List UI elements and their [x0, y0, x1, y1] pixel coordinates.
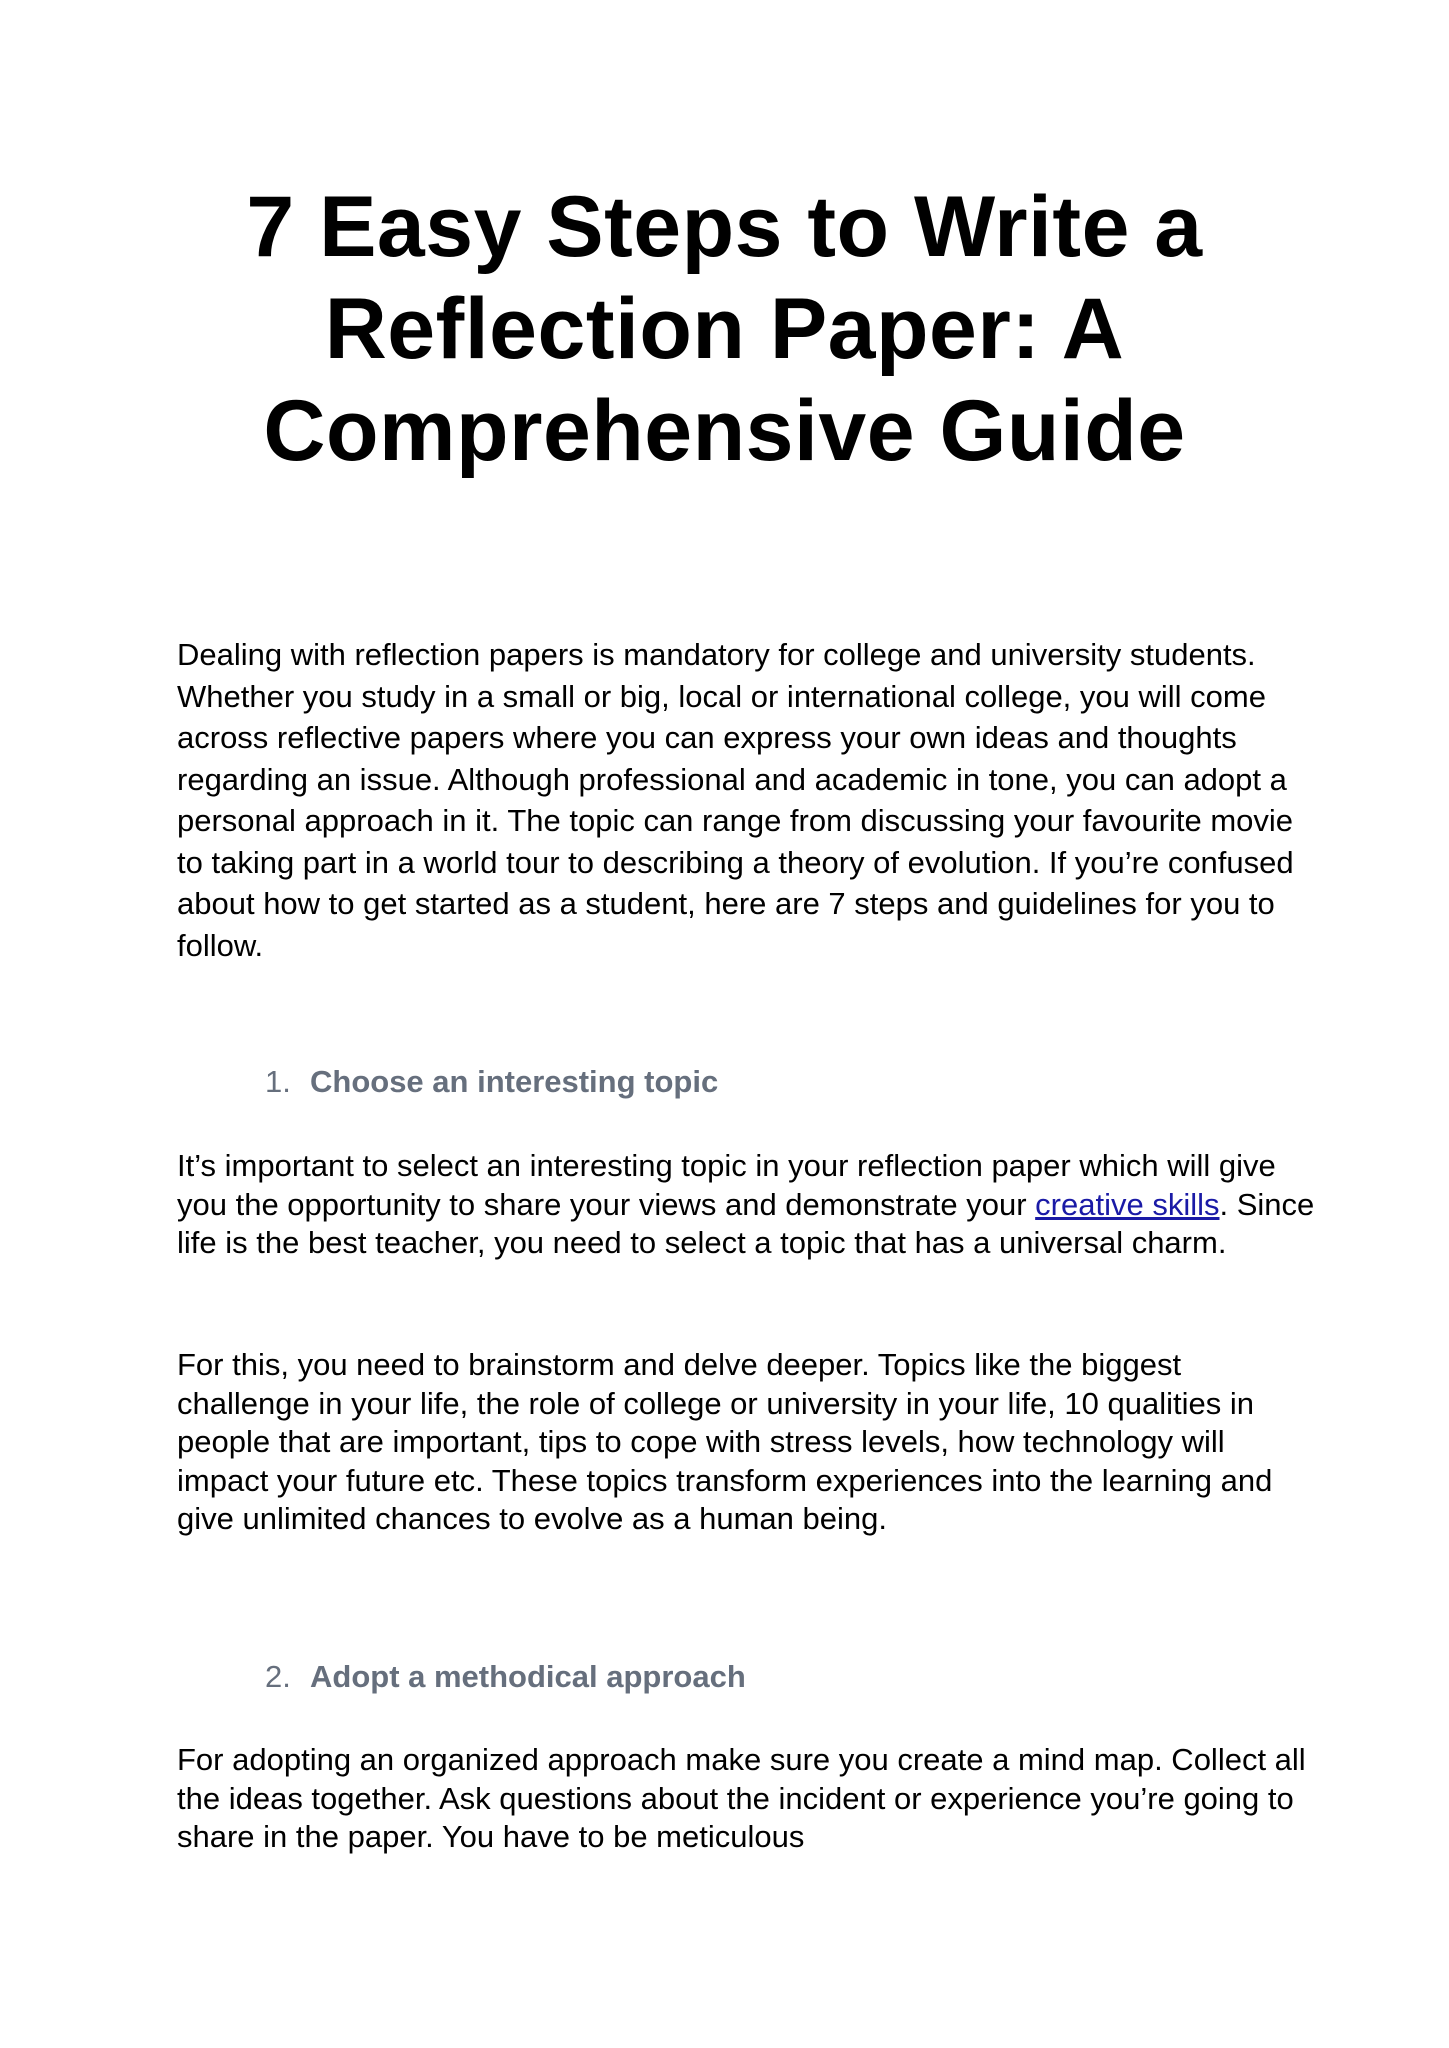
- section-heading-1: [265, 1062, 718, 1102]
- section-heading-2: [265, 1657, 746, 1697]
- section-number: 1.: [265, 1064, 291, 1099]
- section-title: Adopt a methodical approach: [310, 1659, 746, 1694]
- section-1-paragraph-1: [177, 1147, 1317, 1263]
- paragraph-text: . Since life is the best teacher, you need to select a topic that has a universal charm.: [177, 1186, 1315, 1260]
- intro-paragraph: Dealing with reflection papers is mandatory for college and university students. Whether you study in a small or big, local or international college, you will come across reflective papers where you can express your own ideas and thoughts regarding an issue. Although professional and academic in tone, you can adopt a personal approach in it. The topic can range from discussing your favourite movie to taking part in a world tour to describing a theory of evolution. If you’re confused about how to get started as a student, here are 7 steps and guidelines for you to follow.: [177, 637, 1294, 963]
- creative-skills-link[interactable]: creative skills: [1035, 1186, 1220, 1222]
- document-title: 7 Easy Steps to Write a Reflection Paper: A Comprehensive Guide: [246, 179, 1203, 479]
- paragraph-text: It’s important to select an interesting topic in your reflection paper which will give you the opportunity to share your views and demonstrate your: [177, 1148, 1276, 1222]
- section-number: 2.: [265, 1659, 291, 1694]
- section-2-paragraph-1: For adopting an organized approach make sure you create a mind map. Collect all the ideas together. Ask questions about the incident or experience you’re going to share in the paper. You have to be meticulous: [177, 1742, 1306, 1854]
- section-title: Choose an interesting topic: [310, 1064, 719, 1099]
- section-1-paragraph-2: For this, you need to brainstorm and delve deeper. Topics like the biggest challenge in your life, the role of college or university in your life, 10 qualities in people that are important, tips to cope with stress levels, how technology will impact your future etc. These topics transform experiences into the learning and give unlimited chances to evolve as a human being.: [177, 1347, 1273, 1536]
